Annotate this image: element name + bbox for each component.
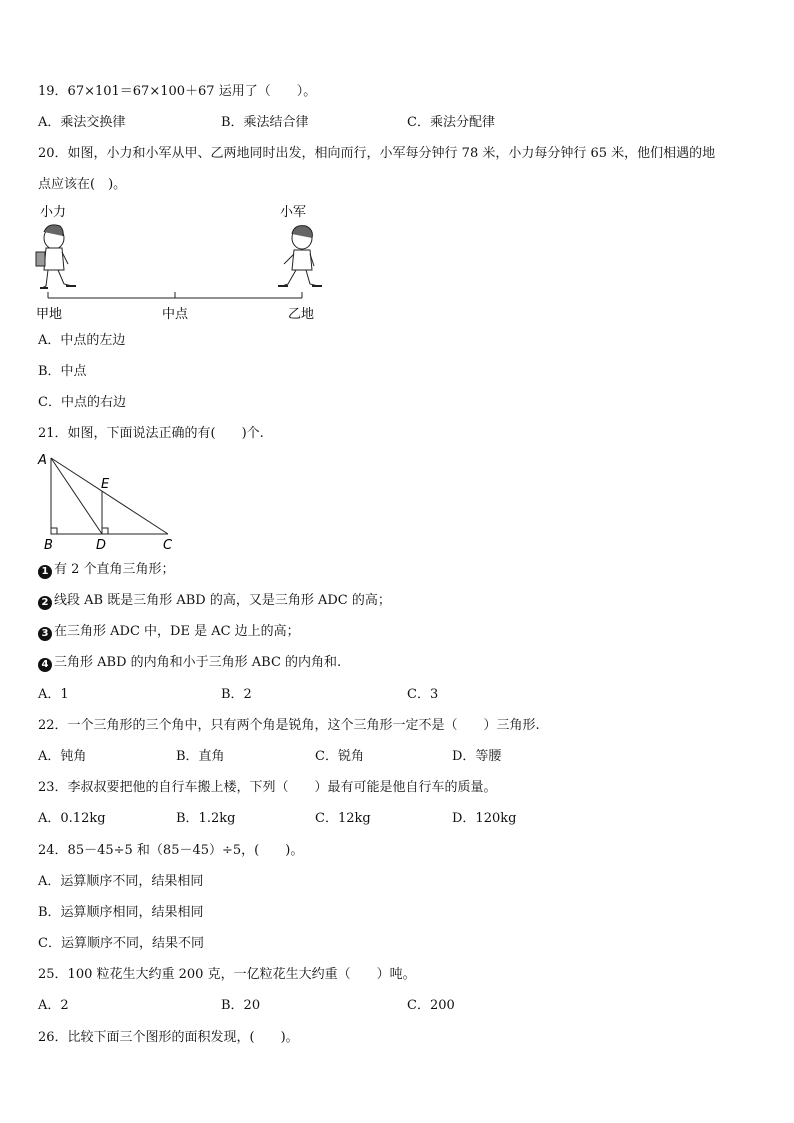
- question-24-option-b: B．运算顺序相同，结果相同: [38, 905, 204, 920]
- question-24-option-c: C．运算顺序不同，结果不同: [38, 936, 204, 951]
- point-c-label: C: [163, 538, 173, 553]
- question-20-stem-line1: 20．如图，小力和小军从甲、乙两地同时出发，相向而行，小军每分钟行 78 米，小力每分钟行 65 米，他们相遇的地: [38, 146, 716, 161]
- point-b-label: B: [44, 538, 53, 553]
- circled-number-3: 3: [38, 627, 52, 641]
- question-23-stem: 23．李叔叔要把他的自行车搬上楼，下列（ ）最有可能是他自行车的质量。: [38, 780, 497, 795]
- question-19-stem: 19．67×101＝67×100＋67 运用了（ ）。: [38, 84, 317, 99]
- option-c: C．锐角: [315, 749, 364, 764]
- label-jiadi: 甲地: [36, 307, 63, 322]
- circled-number-1: 1: [38, 565, 52, 579]
- statement-2-text: 线段 AB 既是三角形 ABD 的高，又是三角形 ADC 的高；: [54, 593, 391, 608]
- question-20-stem-line2: 点应该在( )。: [38, 177, 127, 192]
- question-20-option-c: C．中点的右边: [38, 395, 126, 410]
- segment-ad: [51, 458, 102, 534]
- statement-4-text: 三角形 ABD 的内角和小于三角形 ABC 的内角和.: [54, 655, 342, 670]
- option-a: A．2: [38, 998, 69, 1013]
- point-a-label: A: [38, 453, 47, 468]
- option-c: C．12kg: [315, 811, 371, 826]
- option-b: B．1.2kg: [176, 811, 236, 826]
- question-26-stem: 26．比较下面三个图形的面积发现，( )。: [38, 1030, 299, 1045]
- xiaojun-figure-icon: [278, 226, 322, 286]
- statement-3-text: 在三角形 ADC 中，DE 是 AC 边上的高；: [54, 624, 300, 639]
- meeting-diagram: [30, 198, 330, 326]
- statement-1: [38, 562, 175, 579]
- option-b: B．2: [221, 687, 252, 702]
- question-25-stem: 25．100 粒花生大约重 200 克，一亿粒花生大约重（ ）吨。: [38, 967, 416, 982]
- option-b: B．20: [221, 998, 261, 1013]
- statement-1-text: 有 2 个直角三角形；: [54, 562, 175, 577]
- option-a: A．0.12kg: [38, 811, 106, 826]
- option-c: C．200: [407, 998, 455, 1013]
- statement-2: [38, 593, 391, 610]
- option-c: C．乘法分配律: [407, 115, 495, 130]
- statement-4: [38, 655, 341, 672]
- question-24-stem: 24．85－45÷5 和（85－45）÷5，( )。: [38, 843, 304, 858]
- option-a: A．1: [38, 687, 69, 702]
- question-24-option-a: A．运算顺序不同，结果相同: [38, 874, 204, 889]
- right-angle-b: [51, 528, 57, 534]
- circled-number-2: 2: [38, 596, 52, 610]
- statement-3: [38, 624, 300, 641]
- label-xiaoli: 小力: [40, 205, 67, 220]
- option-b: B．乘法结合律: [221, 115, 309, 130]
- right-angle-d: [102, 528, 108, 534]
- option-d: D．120kg: [452, 811, 517, 826]
- question-21-stem: 21．如图，下面说法正确的有( )个.: [38, 426, 264, 441]
- xiaoli-figure-icon: [36, 225, 76, 288]
- point-e-label: E: [101, 477, 110, 492]
- question-20-option-a: A．中点的左边: [38, 333, 126, 348]
- option-a: A．乘法交换律: [38, 115, 126, 130]
- label-yidi: 乙地: [288, 307, 315, 322]
- option-d: D．等腰: [452, 749, 502, 764]
- segment-ac: [51, 458, 168, 534]
- question-22-stem: 22．一个三角形的三个角中，只有两个角是锐角，这个三角形一定不是（ ）三角形.: [38, 718, 540, 733]
- option-c: C．3: [407, 687, 439, 702]
- circled-number-4: 4: [38, 658, 52, 672]
- label-zhongdian: 中点: [162, 307, 189, 322]
- option-a: A．钝角: [38, 749, 87, 764]
- point-d-label: D: [96, 538, 107, 553]
- label-xiaojun: 小军: [280, 205, 307, 220]
- option-b: B．直角: [176, 749, 225, 764]
- triangle-diagram: [34, 448, 184, 554]
- question-20-option-b: B．中点: [38, 364, 87, 379]
